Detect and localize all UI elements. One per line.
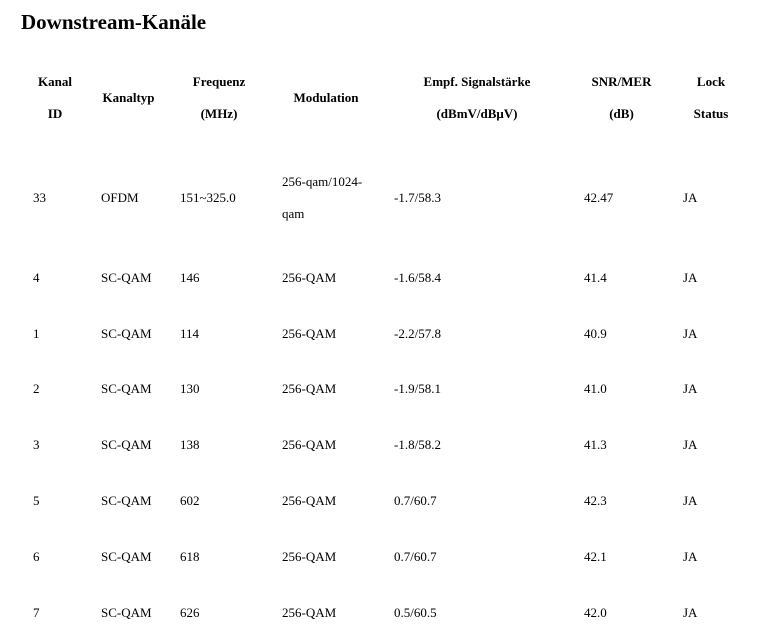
cell-signal-power: 0.5/60.5 bbox=[394, 604, 437, 620]
cell-modulation: 256-QAM bbox=[282, 437, 337, 453]
cell-lock-status: JA bbox=[683, 381, 698, 397]
header-channel-id bbox=[21, 50, 89, 146]
header-label: Status bbox=[693, 106, 729, 121]
cell-lock-status: JA bbox=[683, 548, 698, 564]
header-lock-status bbox=[671, 50, 751, 146]
cell-channel-type: SC-QAM bbox=[101, 437, 152, 453]
cell-modulation: 256-QAM bbox=[282, 548, 337, 564]
table-row bbox=[21, 473, 751, 529]
cell-snr-mer: 42.3 bbox=[584, 493, 607, 509]
cell-snr-mer: 41.3 bbox=[584, 437, 607, 453]
cell-modulation: 256-QAM bbox=[282, 493, 337, 509]
header-label: (dB) bbox=[609, 106, 634, 121]
cell-channel-type: SC-QAM bbox=[101, 381, 152, 397]
cell-frequency: 618 bbox=[180, 548, 200, 564]
cell-snr-mer: 42.0 bbox=[584, 604, 607, 620]
cell-modulation: 256-qam/1024-qam bbox=[282, 174, 363, 221]
cell-channel-type: SC-QAM bbox=[101, 548, 152, 564]
cell-frequency: 602 bbox=[180, 493, 200, 509]
cell-frequency: 114 bbox=[180, 325, 200, 341]
cell-signal-power: -1.6/58.4 bbox=[394, 269, 441, 285]
downstream-channel-table bbox=[21, 50, 751, 630]
cell-signal-power: -2.2/57.8 bbox=[394, 325, 441, 341]
header-label: Lock bbox=[696, 74, 726, 89]
cell-channel-type: OFDM bbox=[101, 190, 139, 205]
cell-signal-power: -1.9/58.1 bbox=[394, 381, 441, 397]
cell-channel-id: 3 bbox=[33, 437, 40, 453]
header-label: Modulation bbox=[293, 90, 359, 105]
cell-lock-status: JA bbox=[683, 269, 698, 285]
header-label: (dBmV/dBμV) bbox=[436, 106, 518, 121]
header-label: (MHz) bbox=[200, 106, 238, 121]
cell-channel-type: SC-QAM bbox=[101, 269, 152, 285]
cell-frequency: 146 bbox=[180, 269, 200, 285]
table-row bbox=[21, 306, 751, 362]
header-channel-type bbox=[89, 50, 168, 146]
page-title: Downstream-Kanäle bbox=[21, 10, 207, 34]
cell-channel-type: SC-QAM bbox=[101, 325, 152, 341]
cell-channel-id: 6 bbox=[33, 548, 40, 564]
cell-modulation: 256-QAM bbox=[282, 604, 337, 620]
cell-snr-mer: 41.0 bbox=[584, 381, 607, 397]
cell-frequency: 130 bbox=[180, 381, 200, 397]
cell-modulation: 256-QAM bbox=[282, 325, 337, 341]
cell-channel-type: SC-QAM bbox=[101, 604, 152, 620]
cell-channel-id: 5 bbox=[33, 493, 40, 509]
cell-channel-id: 33 bbox=[33, 190, 46, 205]
cell-channel-id: 7 bbox=[33, 604, 40, 620]
cell-modulation: 256-QAM bbox=[282, 269, 337, 285]
header-snr-mer bbox=[572, 50, 671, 146]
cell-frequency: 151~325.0 bbox=[180, 190, 236, 205]
cell-lock-status: JA bbox=[683, 190, 698, 205]
table-row bbox=[21, 146, 751, 250]
header-frequency bbox=[168, 50, 270, 146]
header-signal-power bbox=[382, 50, 572, 146]
cell-snr-mer: 42.1 bbox=[584, 548, 607, 564]
header-label: SNR/MER bbox=[591, 74, 652, 89]
cell-channel-type: SC-QAM bbox=[101, 493, 152, 509]
table-row bbox=[21, 250, 751, 306]
cell-modulation: 256-QAM bbox=[282, 381, 337, 397]
cell-signal-power: 0.7/60.7 bbox=[394, 548, 437, 564]
cell-snr-mer: 41.4 bbox=[584, 269, 607, 285]
cell-frequency: 626 bbox=[180, 604, 200, 620]
table-row bbox=[21, 585, 751, 630]
header-label: Empf. Signalstärke bbox=[423, 74, 531, 89]
cell-signal-power: -1.8/58.2 bbox=[394, 437, 441, 453]
cell-channel-id: 2 bbox=[33, 381, 40, 397]
table-row bbox=[21, 362, 751, 418]
cell-signal-power: -1.7/58.3 bbox=[394, 190, 441, 205]
header-label: Frequenz bbox=[192, 74, 246, 89]
cell-lock-status: JA bbox=[683, 437, 698, 453]
cell-channel-id: 4 bbox=[33, 269, 40, 285]
cell-lock-status: JA bbox=[683, 493, 698, 509]
header-label: Kanaltyp bbox=[102, 90, 155, 105]
table-row bbox=[21, 417, 751, 473]
cell-snr-mer: 42.47 bbox=[584, 190, 614, 205]
cell-channel-id: 1 bbox=[33, 325, 40, 341]
cell-snr-mer: 40.9 bbox=[584, 325, 607, 341]
header-label: ID bbox=[47, 106, 63, 121]
cell-lock-status: JA bbox=[683, 325, 698, 341]
cell-lock-status: JA bbox=[683, 604, 698, 620]
header-modulation bbox=[270, 50, 382, 146]
table-header-row bbox=[21, 50, 751, 146]
header-label: Kanal bbox=[38, 74, 72, 89]
table-row bbox=[21, 529, 751, 585]
cell-signal-power: 0.7/60.7 bbox=[394, 493, 437, 509]
cell-frequency: 138 bbox=[180, 437, 200, 453]
